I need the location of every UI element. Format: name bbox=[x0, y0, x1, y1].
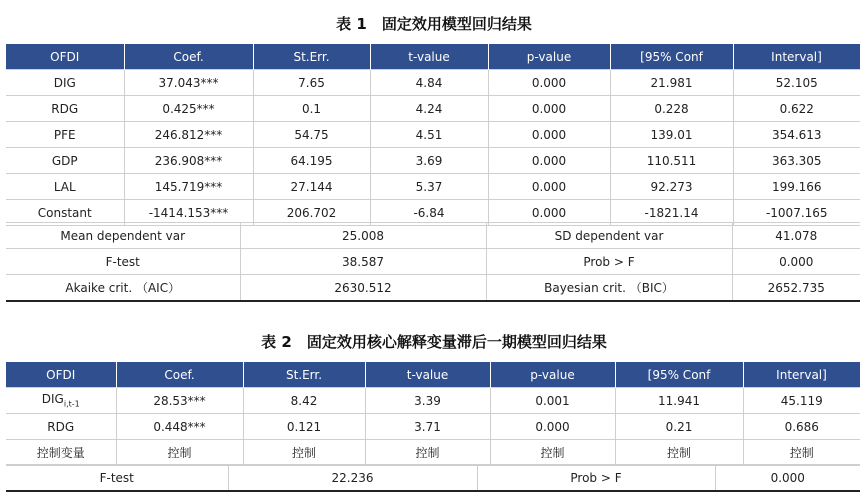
conf-low-cell: 0.228 bbox=[610, 96, 733, 122]
stat-value: 2652.735 bbox=[732, 275, 860, 302]
table-row bbox=[6, 70, 860, 96]
stat-value: 22.236 bbox=[228, 465, 477, 492]
st-err-cell: 控制 bbox=[243, 440, 365, 466]
conf-high-cell: 0.686 bbox=[743, 414, 860, 440]
variable-name: 控制变量 bbox=[6, 440, 116, 466]
column-header: Interval] bbox=[743, 362, 860, 388]
conf-high-cell: -1007.165 bbox=[733, 200, 860, 226]
stat-label: Bayesian crit. （BIC） bbox=[486, 275, 732, 302]
column-header: Coef. bbox=[124, 44, 253, 70]
table2-stats bbox=[6, 464, 860, 492]
conf-high-cell: 45.119 bbox=[743, 388, 860, 414]
coef-cell: 236.908*** bbox=[124, 148, 253, 174]
conf-low-cell: 92.273 bbox=[610, 174, 733, 200]
variable-name: GDP bbox=[6, 148, 124, 174]
conf-low-cell: 0.21 bbox=[615, 414, 743, 440]
t-value-cell: 4.51 bbox=[370, 122, 488, 148]
table-row bbox=[6, 388, 860, 414]
stat-value: 25.008 bbox=[240, 223, 486, 249]
table-row bbox=[6, 96, 860, 122]
stat-label: Prob > F bbox=[486, 249, 732, 275]
stat-label: F-test bbox=[6, 465, 228, 492]
p-value-cell: 0.000 bbox=[488, 148, 610, 174]
st-err-cell: 7.65 bbox=[253, 70, 370, 96]
stat-label: Akaike crit. （AIC） bbox=[6, 275, 240, 302]
column-header: p-value bbox=[488, 44, 610, 70]
table-row bbox=[6, 148, 860, 174]
coef-cell: 28.53*** bbox=[116, 388, 243, 414]
column-header: p-value bbox=[490, 362, 615, 388]
table1-caption: 表 1 固定效用模型回归结果 bbox=[336, 15, 532, 33]
conf-high-cell: 363.305 bbox=[733, 148, 860, 174]
t-value-cell: 3.39 bbox=[365, 388, 490, 414]
t-value-cell: 3.69 bbox=[370, 148, 488, 174]
stat-value: 2630.512 bbox=[240, 275, 486, 302]
variable-name: RDG bbox=[6, 96, 124, 122]
dig-subscript: i,t-1 bbox=[63, 399, 80, 409]
coef-cell: 37.043*** bbox=[124, 70, 253, 96]
p-value-cell: 0.000 bbox=[490, 414, 615, 440]
variable-name: Constant bbox=[6, 200, 124, 226]
column-header: [95% Conf bbox=[615, 362, 743, 388]
stat-label: Mean dependent var bbox=[6, 223, 240, 249]
stat-value: 41.078 bbox=[732, 223, 860, 249]
table-row bbox=[6, 414, 860, 440]
variable-name: PFE bbox=[6, 122, 124, 148]
variable-name: RDG bbox=[6, 414, 116, 440]
t-value-cell: 5.37 bbox=[370, 174, 488, 200]
stats-row bbox=[6, 249, 860, 275]
conf-low-cell: 11.941 bbox=[615, 388, 743, 414]
st-err-cell: 8.42 bbox=[243, 388, 365, 414]
p-value-cell: 0.000 bbox=[488, 96, 610, 122]
conf-low-cell: 21.981 bbox=[610, 70, 733, 96]
conf-low-cell: 139.01 bbox=[610, 122, 733, 148]
column-header: OFDI bbox=[6, 44, 124, 70]
p-value-cell: 0.000 bbox=[488, 70, 610, 96]
t-value-cell: 4.84 bbox=[370, 70, 488, 96]
coef-cell: 0.425*** bbox=[124, 96, 253, 122]
table-row bbox=[6, 174, 860, 200]
coef-cell: 控制 bbox=[116, 440, 243, 466]
st-err-cell: 27.144 bbox=[253, 174, 370, 200]
st-err-cell: 206.702 bbox=[253, 200, 370, 226]
column-header: [95% Conf bbox=[610, 44, 733, 70]
table2-header-row bbox=[6, 362, 860, 388]
column-header: t-value bbox=[365, 362, 490, 388]
stat-label: Prob > F bbox=[477, 465, 715, 492]
st-err-cell: 54.75 bbox=[253, 122, 370, 148]
st-err-cell: 64.195 bbox=[253, 148, 370, 174]
stat-value: 38.587 bbox=[240, 249, 486, 275]
t-value-cell: 3.71 bbox=[365, 414, 490, 440]
stats-row bbox=[6, 223, 860, 249]
conf-high-cell: 199.166 bbox=[733, 174, 860, 200]
conf-low-cell: -1821.14 bbox=[610, 200, 733, 226]
stats-row bbox=[6, 275, 860, 302]
t-value-cell: 控制 bbox=[365, 440, 490, 466]
coef-cell: 145.719*** bbox=[124, 174, 253, 200]
column-header: Coef. bbox=[116, 362, 243, 388]
table1 bbox=[6, 44, 861, 226]
column-header: OFDI bbox=[6, 362, 116, 388]
column-header: St.Err. bbox=[253, 44, 370, 70]
conf-low-cell: 110.511 bbox=[610, 148, 733, 174]
column-header: t-value bbox=[370, 44, 488, 70]
table2 bbox=[6, 362, 861, 466]
stat-value: 0.000 bbox=[732, 249, 860, 275]
conf-high-cell: 0.622 bbox=[733, 96, 860, 122]
table-row bbox=[6, 122, 860, 148]
p-value-cell: 0.001 bbox=[490, 388, 615, 414]
conf-high-cell: 354.613 bbox=[733, 122, 860, 148]
t-value-cell: -6.84 bbox=[370, 200, 488, 226]
column-header: Interval] bbox=[733, 44, 860, 70]
variable-name bbox=[6, 388, 116, 414]
p-value-cell: 0.000 bbox=[488, 200, 610, 226]
t-value-cell: 4.24 bbox=[370, 96, 488, 122]
variable-name: DIG bbox=[6, 70, 124, 96]
coef-cell: 246.812*** bbox=[124, 122, 253, 148]
p-value-cell: 0.000 bbox=[488, 174, 610, 200]
table-row bbox=[6, 440, 860, 466]
p-value-cell: 控制 bbox=[490, 440, 615, 466]
table2-caption: 表 2 固定效用核心解释变量滞后一期模型回归结果 bbox=[261, 333, 607, 351]
st-err-cell: 0.121 bbox=[243, 414, 365, 440]
column-header: St.Err. bbox=[243, 362, 365, 388]
conf-high-cell: 控制 bbox=[743, 440, 860, 466]
conf-high-cell: 52.105 bbox=[733, 70, 860, 96]
stats-row bbox=[6, 465, 860, 492]
coef-cell: 0.448*** bbox=[116, 414, 243, 440]
coef-cell: -1414.153*** bbox=[124, 200, 253, 226]
stat-label: SD dependent var bbox=[486, 223, 732, 249]
table1-header-row bbox=[6, 44, 860, 70]
stat-label: F-test bbox=[6, 249, 240, 275]
variable-name: LAL bbox=[6, 174, 124, 200]
table1-stats bbox=[6, 222, 860, 302]
stat-value: 0.000 bbox=[715, 465, 860, 492]
p-value-cell: 0.000 bbox=[488, 122, 610, 148]
dig-label: DIG bbox=[41, 392, 64, 407]
st-err-cell: 0.1 bbox=[253, 96, 370, 122]
conf-low-cell: 控制 bbox=[615, 440, 743, 466]
